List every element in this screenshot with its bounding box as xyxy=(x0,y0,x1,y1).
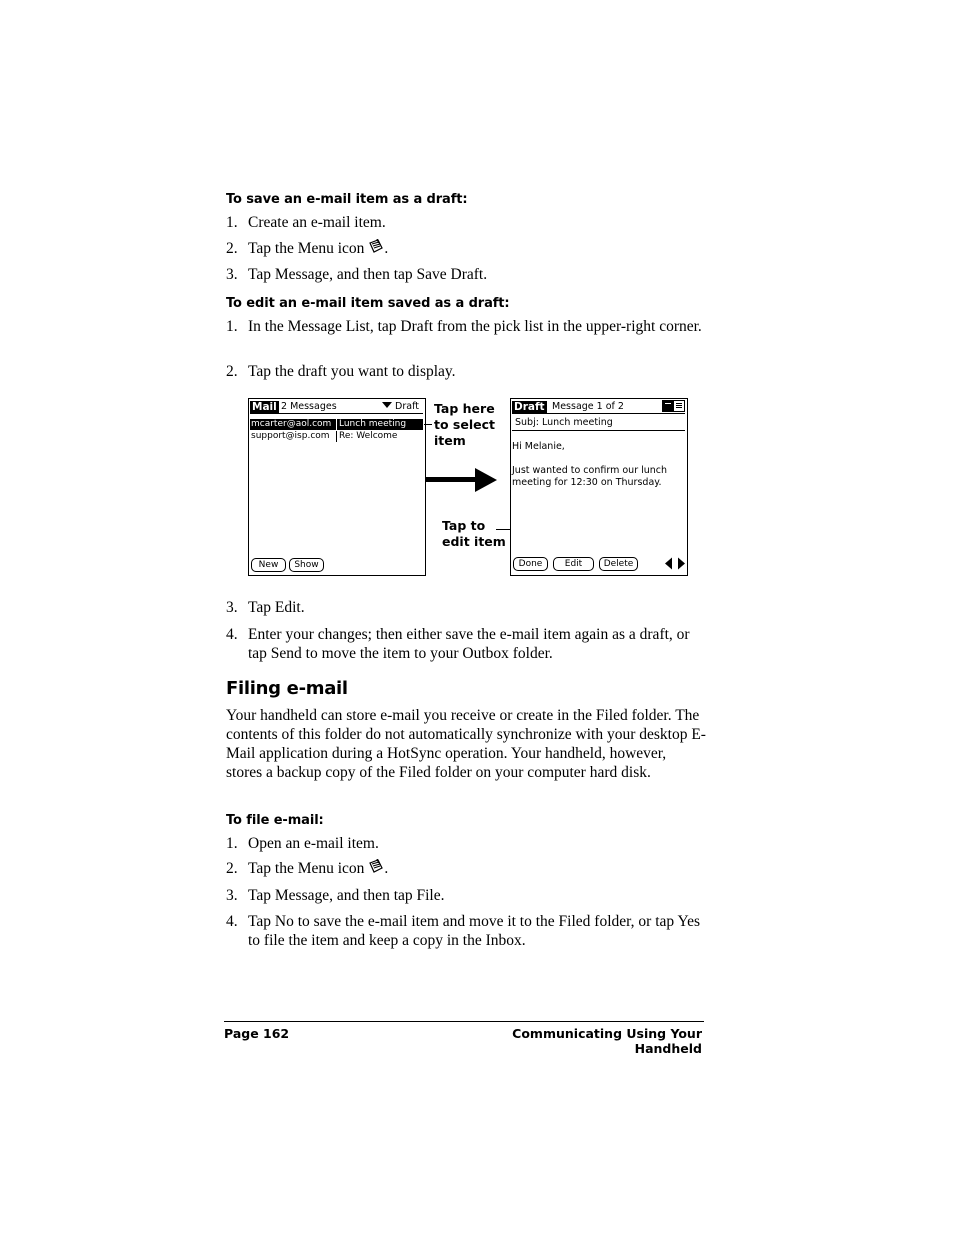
table-row[interactable] xyxy=(250,431,423,442)
column-divider xyxy=(336,431,337,442)
subject-line xyxy=(515,417,613,429)
header-divider xyxy=(512,430,685,431)
footer-rule xyxy=(224,1021,704,1022)
category-picklist[interactable] xyxy=(382,401,419,413)
message-position: Message 1 of 2 xyxy=(552,401,624,412)
chapter-title: Communicating Using Your Handheld xyxy=(512,1026,702,1056)
edit-button[interactable]: Edit xyxy=(553,557,594,571)
app-title: Mail xyxy=(252,401,277,413)
step-number: 4. xyxy=(226,626,238,643)
callout-leader-line xyxy=(424,424,432,425)
message-body-line: meeting for 12:30 on Thursday. xyxy=(512,477,662,488)
new-button[interactable]: New xyxy=(251,558,286,572)
right-arrow-icon xyxy=(678,558,685,570)
step-text: Create an e-mail item. xyxy=(248,214,386,231)
arrow-right-icon xyxy=(425,466,499,494)
step-text: Tap No to save the e-mail item and move it to the Filed folder, or tap Yes to file the item and keep a copy in the Inbox. xyxy=(248,913,701,949)
prev-next-arrows[interactable] xyxy=(664,557,686,570)
menu-icon xyxy=(368,859,384,874)
procedure-heading-edit-draft: To edit an e-mail item saved as a draft: xyxy=(226,296,510,311)
step-text: Tap Edit. xyxy=(248,599,305,616)
subject-value: Lunch meeting xyxy=(541,417,613,428)
step-text-end: . xyxy=(384,240,389,257)
delete-button[interactable]: Delete xyxy=(599,557,638,571)
step-number: 3. xyxy=(226,599,238,616)
chevron-down-icon xyxy=(382,401,392,412)
row-from: support@isp.com xyxy=(251,431,330,441)
step-text: Tap the Menu icon xyxy=(248,860,365,877)
row-subject: Lunch meeting xyxy=(339,419,407,429)
view-title: Draft xyxy=(514,401,545,413)
full-header-icon[interactable] xyxy=(673,400,685,412)
step-text: Open an e-mail item. xyxy=(248,835,379,852)
step-text-end: . xyxy=(384,860,389,877)
step-number: 1. xyxy=(226,835,238,852)
body-paragraph: Your handheld can store e-mail you receive or create in the Filed folder. The contents of this folder do not automatically synchronize with your desktop E-Mail application during a HotSync operation. Your handheld, however, stores a backup copy of the Filed folder on your computer hard disk. xyxy=(226,707,706,781)
message-list-screen xyxy=(248,398,426,576)
step-number: 2. xyxy=(226,240,238,257)
step-text: Tap Message, and then tap Save Draft. xyxy=(248,266,488,283)
picklist-value: Draft xyxy=(395,401,419,412)
table-row[interactable] xyxy=(250,419,423,430)
step-number: 2. xyxy=(226,363,238,380)
step-number: 3. xyxy=(226,887,238,904)
done-button[interactable]: Done xyxy=(513,557,548,571)
callout-select-item: Tap here to select item xyxy=(434,401,495,448)
message-greeting: Hi Melanie, xyxy=(512,441,565,452)
step-text: Tap the draft you want to display. xyxy=(248,363,456,380)
step-text: Enter your changes; then either save the e-mail item again as a draft, or tap Send to move the item to your Outbox folder. xyxy=(248,626,690,662)
step-number: 1. xyxy=(226,214,238,231)
title-underline xyxy=(250,413,423,414)
step-number: 4. xyxy=(226,913,238,930)
row-from: mcarter@aol.com xyxy=(251,419,332,429)
procedure-heading-save-draft: To save an e-mail item as a draft: xyxy=(226,192,468,207)
step-number: 1. xyxy=(226,318,238,335)
message-body-line: Just wanted to confirm our lunch xyxy=(512,465,668,476)
step-text: Tap Message, and then tap File. xyxy=(248,887,445,904)
left-arrow-icon xyxy=(665,558,672,570)
step-number: 3. xyxy=(226,266,238,283)
row-subject: Re: Welcome xyxy=(339,431,398,441)
message-view-screen xyxy=(510,398,688,576)
column-divider xyxy=(336,419,337,430)
message-count: 2 Messages xyxy=(281,401,337,412)
page-number: Page 162 xyxy=(224,1026,290,1041)
title-underline xyxy=(512,413,685,414)
subject-label: Subj: xyxy=(515,417,539,428)
menu-icon xyxy=(368,239,384,254)
procedure-heading-file-email: To file e-mail: xyxy=(226,813,324,828)
callout-edit-item: Tap to edit item xyxy=(442,518,506,549)
step-text: Tap the Menu icon xyxy=(248,240,365,257)
show-button[interactable]: Show xyxy=(289,558,324,572)
step-number: 2. xyxy=(226,860,238,877)
section-title-filing-email: Filing e-mail xyxy=(226,678,348,699)
step-text: In the Message List, tap Draft from the pick list in the upper-right corner. xyxy=(248,318,702,335)
